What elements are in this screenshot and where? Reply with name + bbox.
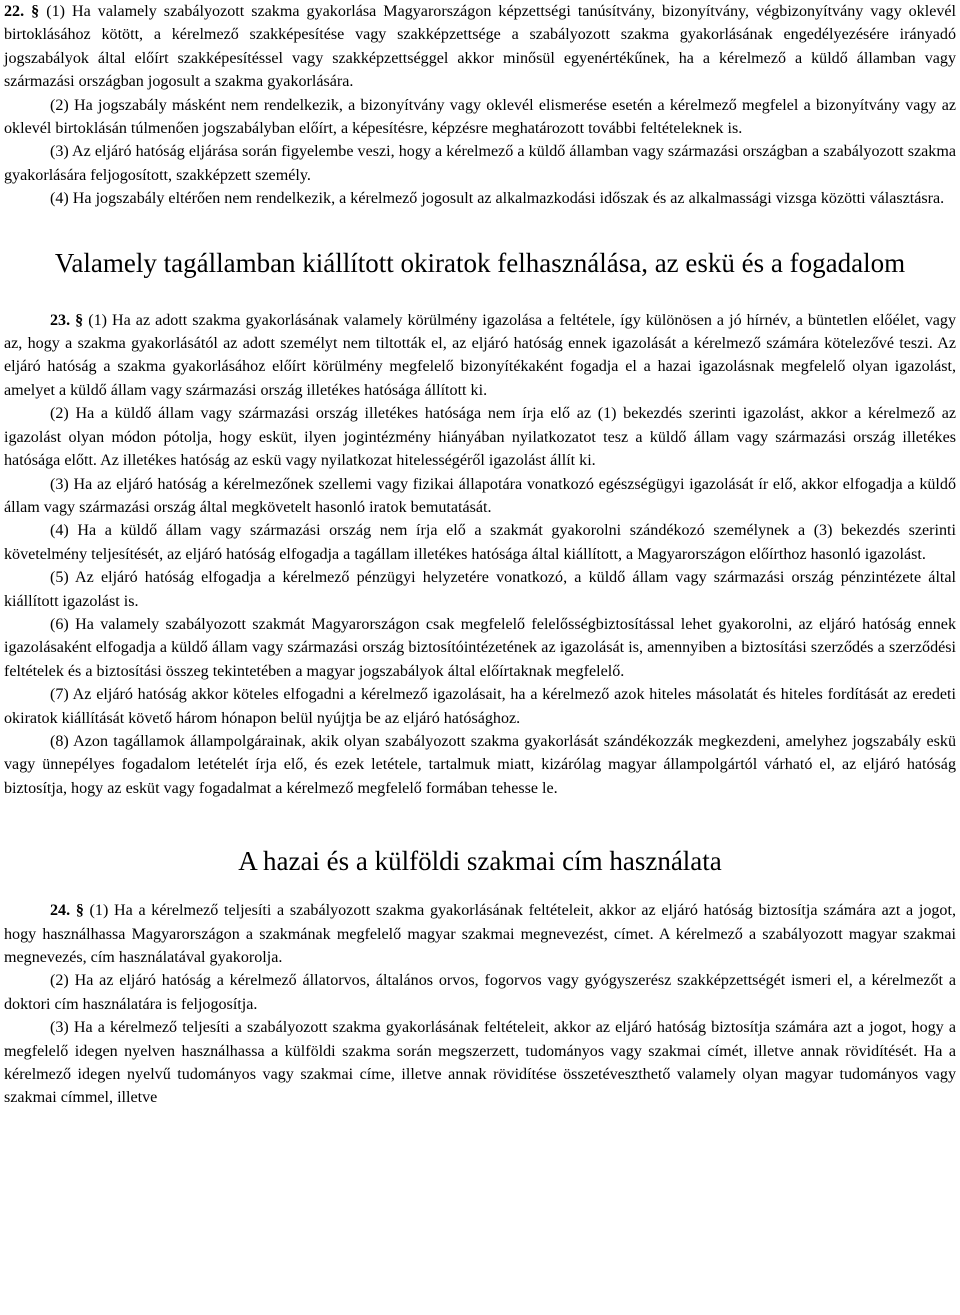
section-24-paragraph-2: (2) Ha az eljáró hatóság a kérelmező állatorvos, általános orvos, fogorvos vagy gyógyszerész szakképzettségét ismeri el, a kérelmezőt a doktori cím használatára is feljogosítja. xyxy=(4,972,956,1013)
section-22-paragraph-2: (2) Ha jogszabály másként nem rendelkezik, a bizonyítvány vagy oklevél elismerése esetén a kérelmező megfelel a bizonyítvány vagy az oklevél birtoklásán túlmenően jogszabályban előírt, a képesítésre, képzésre meghatározott további feltételeknek is. xyxy=(4,96,956,138)
paragraph-text: (1) Ha az adott szakma gyakorlásának valamely körülmény igazolása a feltétele, így különösen a jó hírnév, a büntetlen előélet, vagy az, hogy a szakma gyakorlásától az adott személyt nem tiltották el, az eljáró hatóság ennek igazolását a kérelmező számára kötelezővé teszi. Az eljáró hatóság a szakma gyakorlásához előírt körülmény megfelelő bizonyítékaként fogadja el a hazai igazolásnak megfelelő olyan igazolást, amelyet a küldő állam vagy származási ország illetékes hatósága állított ki. xyxy=(4,311,957,399)
section-sign: § xyxy=(31,3,40,20)
section-22-paragraph-1 xyxy=(4,0,956,94)
section-23-paragraph-5: (5) Az eljáró hatóság elfogadja a kérelmező pénzügyi helyzetére vonatkozó, a küldő állam vagy származási ország pénzintézete által kiállított igazolást is. xyxy=(4,569,956,610)
section-sign: § xyxy=(75,311,84,329)
section-23-paragraph-6: (6) Ha valamely szabályozott szakmát Magyarországon csak megfelelő felelősségbiztosítással lehet gyakorolni, az eljáró hatóság ennek igazolásaként elfogadja a küldő állam vagy származási ország biztosítóintézetének az igazolását is, amennyiben a biztosítási szerződés a szerződési feltételek és a biztosítási összeg tekintetében a magyar jogszabályok által előírtaknak megfelelő. xyxy=(4,615,956,680)
paragraph-text: (1) Ha valamely szabályozott szakma gyakorlása Magyarországon képzettségi tanúsítvány, bizonyítvány, végbizonyítvány vagy oklevél birtoklásához kötött, a kérelmező szakképesítése vagy szakképzettsége a szabályozott szakma gyakorlásának engedélyezésére irányadó jogszabályok által előírt szakképesítéssel vagy szakképzettséggel akkor minősül egyenértékűnek, ha a kérelmező a küldő államban vagy származási országban jogosult a szakma gyakorlására. xyxy=(4,3,957,91)
section-23-paragraph-8: (8) Azon tagállamok állampolgárainak, akik olyan szabályozott szakma gyakorlását szándékozzák megkezdeni, amelyhez jogszabály eskü vagy ünnepélyes fogadalom letételét írja elő, és ezek letétele, tartalmuk miatt, kizárólag magyar állampolgártól várható el, az eljáró hatóság biztosítja, hogy az esküt vagy fogadalmat a kérelmező megfelelő formában tehesse le. xyxy=(4,732,956,797)
section-23-paragraph-4: (4) Ha a küldő állam vagy származási ország nem írja elő a szakmát gyakorolni szándékozó személynek a (3) bekezdés szerinti követelmény teljesítését, az eljáró hatóság elfogadja a tagállam illetékes hatósága által kiállított, a Magyarországon előírthoz hasonló igazolást. xyxy=(4,522,956,563)
section-number: 23. xyxy=(50,311,71,329)
section-number: 24. xyxy=(50,902,71,920)
section-22-paragraph-4: (4) Ha jogszabály eltérően nem rendelkezik, a kérelmező jogosult az alkalmazkodási időszak és az alkalmassági vizsga közötti választásra. xyxy=(50,190,945,208)
section-sign: § xyxy=(75,902,84,920)
paragraph-text: (1) Ha a kérelmező teljesíti a szabályozott szakma gyakorlásának feltételeit, akkor az eljáró hatóság biztosítja számára azt a jogot, hogy használhassa Magyarországon a szakmának megfelelő magyar szakmai megnevezést, címet. A kérelmező a szabályozott magyar szakmai megnevezés, cím használatával gyakorolja. xyxy=(4,902,956,966)
heading-documents-oath: Valamely tagállamban kiállított okiratok felhasználása, az eskü és a fogadalom xyxy=(54,247,906,278)
section-23-paragraph-7: (7) Az eljáró hatóság akkor köteles elfogadni a kérelmező igazolásait, ha a kérelmező azok hiteles másolatát és hiteles fordítását az eredeti okiratok kiállítását követő három hónapon belül nyújtja be az eljáró hatósághoz. xyxy=(4,686,956,727)
section-24-paragraph-3: (3) Ha a kérelmező teljesíti a szabályozott szakma gyakorlásának feltételeit, akkor az eljáró hatóság biztosítja számára azt a jogot, hogy a megfelelő idegen nyelven használhassa a külföldi szakma során megszerzett, tudományos vagy szakmai címét, illetve annak rövidítését. Ha a kérelmező idegen nyelvű tudományos vagy szakmai címe, illetve annak rövidítése összetéveszthető valamely olyan magyar tudományos vagy szakmai címmel, illetve xyxy=(4,1019,956,1107)
heading-professional-title: A hazai és a külföldi szakmai cím használata xyxy=(238,846,722,877)
section-22-paragraph-3: (3) Az eljáró hatóság eljárása során figyelembe veszi, hogy a kérelmező a küldő államban vagy származási országban a szabályozott szakma gyakorlására feljogosított, szakképzett személy. xyxy=(4,143,956,184)
section-24-paragraph-1 xyxy=(4,899,956,969)
section-23-paragraph-2: (2) Ha a küldő állam vagy származási ország illetékes hatósága nem írja elő az (1) bekezdés szerinti igazolást, akkor a kérelmező az igazolást olyan módon pótolja, hogy esküt, ilyen jogintézmény hiányában nyilatkozatot tesz a küldő állam vagy származási ország illetékes hatósága előtt. Az illetékes hatóság az eskü vagy nyilatkozat hitelességéről igazolást állít ki. xyxy=(4,405,956,470)
section-number: 22. xyxy=(4,3,25,20)
section-23-paragraph-3: (3) Ha az eljáró hatóság a kérelmezőnek szellemi vagy fizikai állapotára vonatkozó egészségügyi igazolását ír elő, akkor elfogadja a küldő állam vagy származási ország által megkövetelt hasonló iratok bemutatását. xyxy=(4,475,956,516)
section-23-paragraph-1 xyxy=(4,309,956,403)
